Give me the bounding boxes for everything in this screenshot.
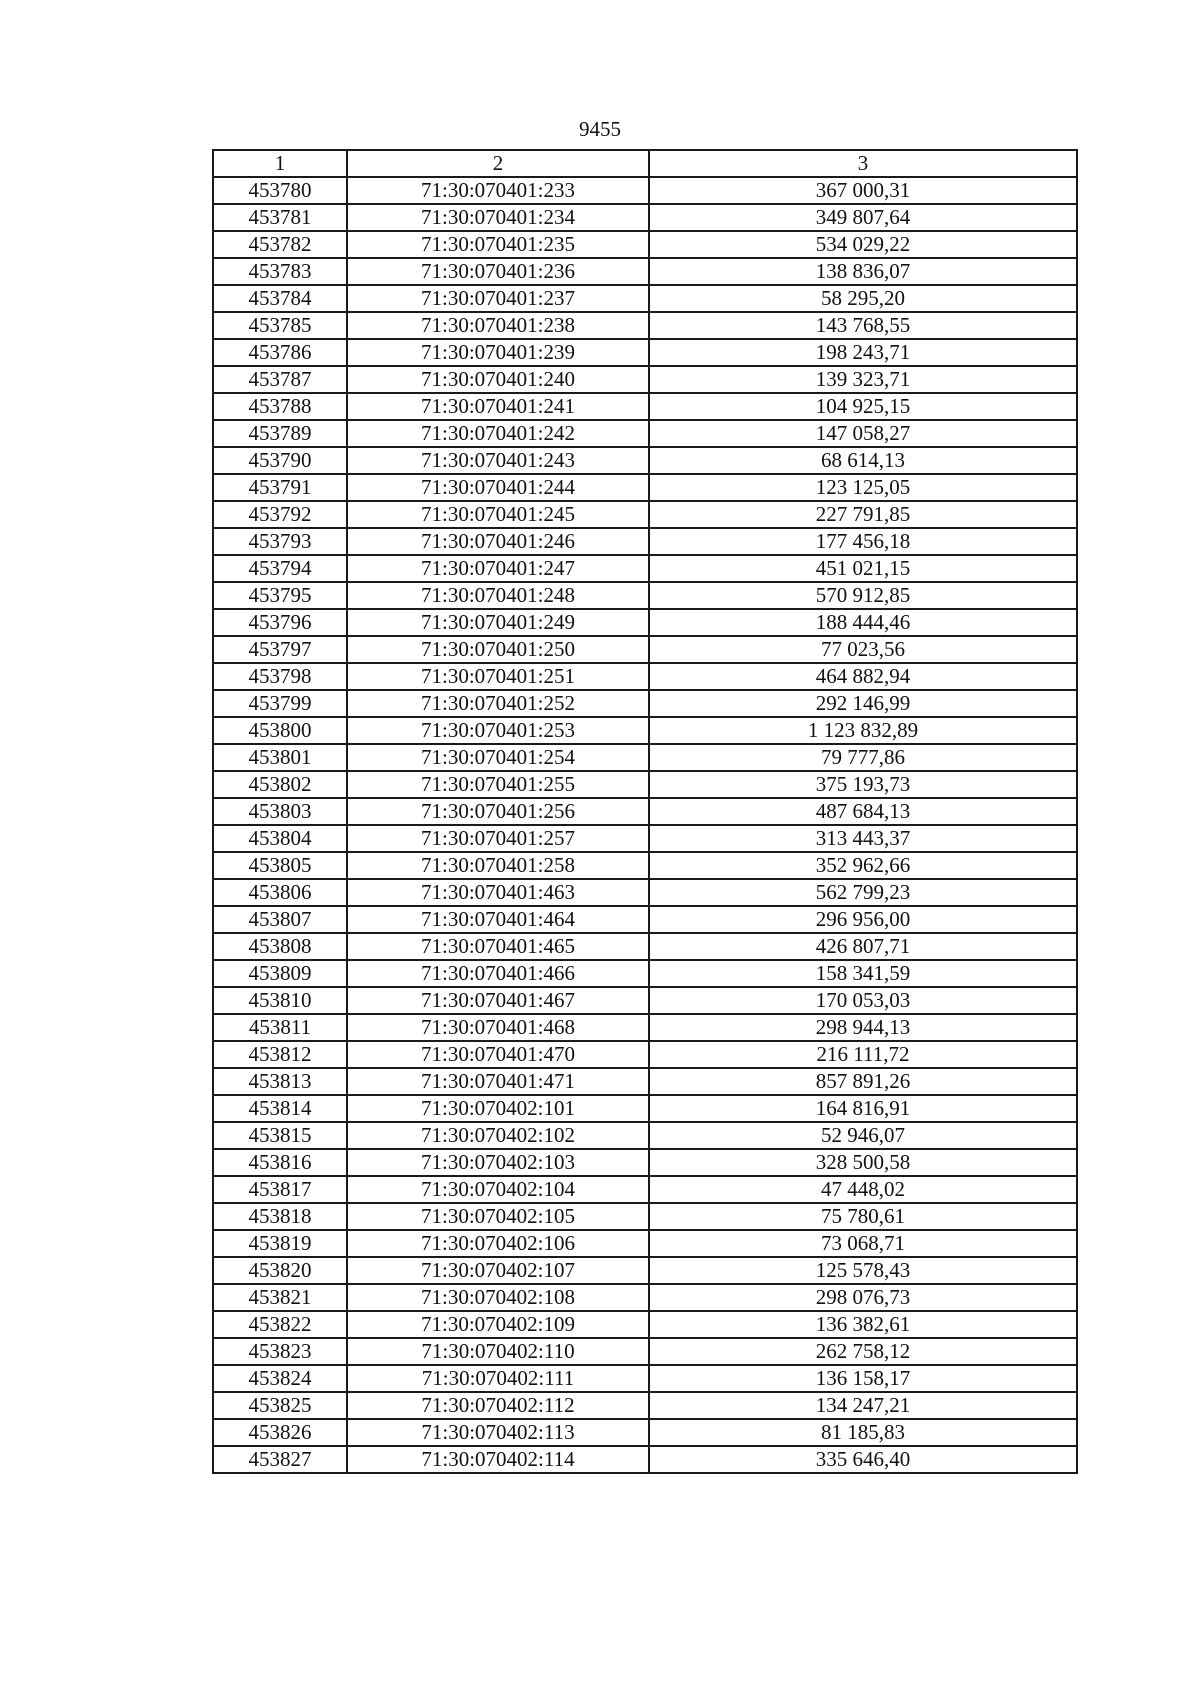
cadastral-number-cell: 71:30:070401:250 <box>347 636 649 663</box>
cadastral-number-cell: 71:30:070401:248 <box>347 582 649 609</box>
cadastral-value-cell: 198 243,71 <box>649 339 1077 366</box>
cadastral-number-cell: 71:30:070401:247 <box>347 555 649 582</box>
table-row <box>213 258 1077 285</box>
cadastral-value-cell: 298 076,73 <box>649 1284 1077 1311</box>
cadastral-number-cell: 71:30:070402:111 <box>347 1365 649 1392</box>
cadastral-value-cell: 52 946,07 <box>649 1122 1077 1149</box>
cadastral-number-cell: 71:30:070401:258 <box>347 852 649 879</box>
table-row <box>213 744 1077 771</box>
cadastral-number-cell: 71:30:070401:233 <box>347 177 649 204</box>
cadastral-value-cell: 328 500,58 <box>649 1149 1077 1176</box>
cadastral-value-cell: 349 807,64 <box>649 204 1077 231</box>
cadastral-value-cell: 81 185,83 <box>649 1419 1077 1446</box>
row-number-cell: 453780 <box>213 177 347 204</box>
row-number-cell: 453824 <box>213 1365 347 1392</box>
cadastral-value-cell: 562 799,23 <box>649 879 1077 906</box>
cadastral-value-cell: 136 158,17 <box>649 1365 1077 1392</box>
cadastral-number-cell: 71:30:070402:114 <box>347 1446 649 1473</box>
row-number-cell: 453787 <box>213 366 347 393</box>
cadastral-value-cell: 296 956,00 <box>649 906 1077 933</box>
row-number-cell: 453821 <box>213 1284 347 1311</box>
table-row <box>213 1068 1077 1095</box>
cadastral-number-cell: 71:30:070401:254 <box>347 744 649 771</box>
cadastral-value-cell: 177 456,18 <box>649 528 1077 555</box>
table-row <box>213 1365 1077 1392</box>
cadastral-number-cell: 71:30:070401:242 <box>347 420 649 447</box>
cadastral-number-cell: 71:30:070402:105 <box>347 1203 649 1230</box>
cadastral-value-cell: 123 125,05 <box>649 474 1077 501</box>
row-number-cell: 453799 <box>213 690 347 717</box>
table-row <box>213 285 1077 312</box>
cadastral-number-cell: 71:30:070402:107 <box>347 1257 649 1284</box>
cadastral-number-cell: 71:30:070402:101 <box>347 1095 649 1122</box>
column-header-1: 1 <box>213 150 347 177</box>
cadastral-value-cell: 147 058,27 <box>649 420 1077 447</box>
cadastral-number-cell: 71:30:070401:256 <box>347 798 649 825</box>
table-row <box>213 339 1077 366</box>
cadastral-number-cell: 71:30:070402:112 <box>347 1392 649 1419</box>
table-row <box>213 420 1077 447</box>
cadastral-number-cell: 71:30:070401:470 <box>347 1041 649 1068</box>
row-number-cell: 453816 <box>213 1149 347 1176</box>
column-header-3: 3 <box>649 150 1077 177</box>
table-row <box>213 1392 1077 1419</box>
table-row <box>213 1338 1077 1365</box>
cadastral-number-cell: 71:30:070401:463 <box>347 879 649 906</box>
row-number-cell: 453823 <box>213 1338 347 1365</box>
row-number-cell: 453796 <box>213 609 347 636</box>
cadastral-number-cell: 71:30:070401:241 <box>347 393 649 420</box>
row-number-cell: 453810 <box>213 987 347 1014</box>
cadastral-number-cell: 71:30:070401:467 <box>347 987 649 1014</box>
row-number-cell: 453803 <box>213 798 347 825</box>
table-row <box>213 1230 1077 1257</box>
cadastral-value-cell: 136 382,61 <box>649 1311 1077 1338</box>
cadastral-value-cell: 570 912,85 <box>649 582 1077 609</box>
table-row <box>213 312 1077 339</box>
table-row <box>213 366 1077 393</box>
row-number-cell: 453807 <box>213 906 347 933</box>
row-number-cell: 453820 <box>213 1257 347 1284</box>
table-row <box>213 1203 1077 1230</box>
row-number-cell: 453815 <box>213 1122 347 1149</box>
cadastral-value-cell: 227 791,85 <box>649 501 1077 528</box>
cadastral-value-cell: 170 053,03 <box>649 987 1077 1014</box>
cadastral-value-cell: 367 000,31 <box>649 177 1077 204</box>
row-number-cell: 453804 <box>213 825 347 852</box>
cadastral-number-cell: 71:30:070401:252 <box>347 690 649 717</box>
cadastral-number-cell: 71:30:070402:113 <box>347 1419 649 1446</box>
cadastral-value-cell: 104 925,15 <box>649 393 1077 420</box>
table-row <box>213 1041 1077 1068</box>
cadastral-value-cell: 1 123 832,89 <box>649 717 1077 744</box>
row-number-cell: 453802 <box>213 771 347 798</box>
cadastral-number-cell: 71:30:070401:236 <box>347 258 649 285</box>
cadastral-number-cell: 71:30:070401:235 <box>347 231 649 258</box>
cadastral-value-cell: 125 578,43 <box>649 1257 1077 1284</box>
cadastral-value-cell: 534 029,22 <box>649 231 1077 258</box>
table-body <box>213 177 1077 1473</box>
cadastral-value-cell: 58 295,20 <box>649 285 1077 312</box>
row-number-cell: 453811 <box>213 1014 347 1041</box>
cadastral-number-cell: 71:30:070401:249 <box>347 609 649 636</box>
row-number-cell: 453809 <box>213 960 347 987</box>
row-number-cell: 453817 <box>213 1176 347 1203</box>
row-number-cell: 453783 <box>213 258 347 285</box>
cadastral-number-cell: 71:30:070401:237 <box>347 285 649 312</box>
cadastral-number-cell: 71:30:070401:253 <box>347 717 649 744</box>
table-row <box>213 555 1077 582</box>
cadastral-value-cell: 164 816,91 <box>649 1095 1077 1122</box>
cadastral-value-cell: 77 023,56 <box>649 636 1077 663</box>
cadastral-value-cell: 47 448,02 <box>649 1176 1077 1203</box>
table-row <box>213 879 1077 906</box>
row-number-cell: 453788 <box>213 393 347 420</box>
row-number-cell: 453818 <box>213 1203 347 1230</box>
table-row <box>213 798 1077 825</box>
cadastral-value-cell: 216 111,72 <box>649 1041 1077 1068</box>
cadastral-value-cell: 292 146,99 <box>649 690 1077 717</box>
row-number-cell: 453791 <box>213 474 347 501</box>
cadastral-value-cell: 68 614,13 <box>649 447 1077 474</box>
cadastral-value-cell: 487 684,13 <box>649 798 1077 825</box>
row-number-cell: 453793 <box>213 528 347 555</box>
cadastral-value-cell: 451 021,15 <box>649 555 1077 582</box>
row-number-cell: 453800 <box>213 717 347 744</box>
table-row <box>213 528 1077 555</box>
table-row <box>213 1014 1077 1041</box>
table-row <box>213 1284 1077 1311</box>
cadastral-number-cell: 71:30:070402:108 <box>347 1284 649 1311</box>
table-row <box>213 609 1077 636</box>
table-row <box>213 825 1077 852</box>
cadastral-value-cell: 298 944,13 <box>649 1014 1077 1041</box>
table-row <box>213 447 1077 474</box>
table-row <box>213 582 1077 609</box>
table-header-row <box>213 150 1077 177</box>
cadastral-number-cell: 71:30:070401:468 <box>347 1014 649 1041</box>
cadastral-value-cell: 313 443,37 <box>649 825 1077 852</box>
row-number-cell: 453792 <box>213 501 347 528</box>
row-number-cell: 453812 <box>213 1041 347 1068</box>
table-row <box>213 474 1077 501</box>
cadastral-number-cell: 71:30:070401:257 <box>347 825 649 852</box>
cadastral-number-cell: 71:30:070401:471 <box>347 1068 649 1095</box>
row-number-cell: 453805 <box>213 852 347 879</box>
row-number-cell: 453801 <box>213 744 347 771</box>
cadastral-number-cell: 71:30:070401:234 <box>347 204 649 231</box>
table-row <box>213 1446 1077 1473</box>
table-row <box>213 1257 1077 1284</box>
row-number-cell: 453782 <box>213 231 347 258</box>
cadastral-number-cell: 71:30:070401:239 <box>347 339 649 366</box>
cadastral-number-cell: 71:30:070402:104 <box>347 1176 649 1203</box>
row-number-cell: 453784 <box>213 285 347 312</box>
table-row <box>213 690 1077 717</box>
table-row <box>213 204 1077 231</box>
table-row <box>213 231 1077 258</box>
cadastral-number-cell: 71:30:070401:246 <box>347 528 649 555</box>
cadastral-number-cell: 71:30:070402:106 <box>347 1230 649 1257</box>
cadastral-value-cell: 75 780,61 <box>649 1203 1077 1230</box>
table-row <box>213 636 1077 663</box>
table-row <box>213 960 1077 987</box>
row-number-cell: 453795 <box>213 582 347 609</box>
cadastral-value-cell: 139 323,71 <box>649 366 1077 393</box>
cadastral-value-cell: 138 836,07 <box>649 258 1077 285</box>
table-row <box>213 1311 1077 1338</box>
cadastral-value-cell: 857 891,26 <box>649 1068 1077 1095</box>
cadastral-value-cell: 134 247,21 <box>649 1392 1077 1419</box>
column-header-2: 2 <box>347 150 649 177</box>
row-number-cell: 453797 <box>213 636 347 663</box>
table-row <box>213 906 1077 933</box>
cadastral-value-cell: 426 807,71 <box>649 933 1077 960</box>
cadastral-number-cell: 71:30:070401:464 <box>347 906 649 933</box>
table-row <box>213 1149 1077 1176</box>
cadastral-number-cell: 71:30:070401:466 <box>347 960 649 987</box>
table-row <box>213 177 1077 204</box>
cadastral-number-cell: 71:30:070401:255 <box>347 771 649 798</box>
row-number-cell: 453789 <box>213 420 347 447</box>
row-number-cell: 453798 <box>213 663 347 690</box>
cadastral-number-cell: 71:30:070402:109 <box>347 1311 649 1338</box>
table-row <box>213 717 1077 744</box>
row-number-cell: 453825 <box>213 1392 347 1419</box>
table-row <box>213 987 1077 1014</box>
cadastral-value-cell: 143 768,55 <box>649 312 1077 339</box>
cadastral-number-cell: 71:30:070401:244 <box>347 474 649 501</box>
cadastral-value-cell: 188 444,46 <box>649 609 1077 636</box>
table-row <box>213 501 1077 528</box>
table-row <box>213 1419 1077 1446</box>
row-number-cell: 453813 <box>213 1068 347 1095</box>
row-number-cell: 453819 <box>213 1230 347 1257</box>
row-number-cell: 453781 <box>213 204 347 231</box>
page-number: 9455 <box>579 117 621 141</box>
table-row <box>213 1176 1077 1203</box>
cadastral-number-cell: 71:30:070401:238 <box>347 312 649 339</box>
row-number-cell: 453808 <box>213 933 347 960</box>
cadastral-value-cell: 464 882,94 <box>649 663 1077 690</box>
row-number-cell: 453822 <box>213 1311 347 1338</box>
row-number-cell: 453794 <box>213 555 347 582</box>
cadastral-number-cell: 71:30:070401:465 <box>347 933 649 960</box>
row-number-cell: 453814 <box>213 1095 347 1122</box>
table-row <box>213 771 1077 798</box>
table-row <box>213 1095 1077 1122</box>
table-row <box>213 393 1077 420</box>
row-number-cell: 453806 <box>213 879 347 906</box>
cadastral-value-cell: 262 758,12 <box>649 1338 1077 1365</box>
cadastral-value-cell: 79 777,86 <box>649 744 1077 771</box>
cadastral-number-cell: 71:30:070401:240 <box>347 366 649 393</box>
row-number-cell: 453790 <box>213 447 347 474</box>
cadastral-number-cell: 71:30:070402:103 <box>347 1149 649 1176</box>
cadastral-number-cell: 71:30:070401:251 <box>347 663 649 690</box>
cadastral-value-cell: 158 341,59 <box>649 960 1077 987</box>
table-row <box>213 1122 1077 1149</box>
cadastral-value-cell: 335 646,40 <box>649 1446 1077 1473</box>
table-row <box>213 663 1077 690</box>
row-number-cell: 453826 <box>213 1419 347 1446</box>
cadastral-number-cell: 71:30:070401:243 <box>347 447 649 474</box>
cadastral-value-cell: 375 193,73 <box>649 771 1077 798</box>
cadastral-number-cell: 71:30:070402:110 <box>347 1338 649 1365</box>
cadastral-value-cell: 352 962,66 <box>649 852 1077 879</box>
table-row <box>213 933 1077 960</box>
table-row <box>213 852 1077 879</box>
cadastral-number-cell: 71:30:070402:102 <box>347 1122 649 1149</box>
cadastral-value-cell: 73 068,71 <box>649 1230 1077 1257</box>
row-number-cell: 453786 <box>213 339 347 366</box>
cadastral-value-table <box>212 149 1078 1474</box>
cadastral-number-cell: 71:30:070401:245 <box>347 501 649 528</box>
row-number-cell: 453785 <box>213 312 347 339</box>
row-number-cell: 453827 <box>213 1446 347 1473</box>
